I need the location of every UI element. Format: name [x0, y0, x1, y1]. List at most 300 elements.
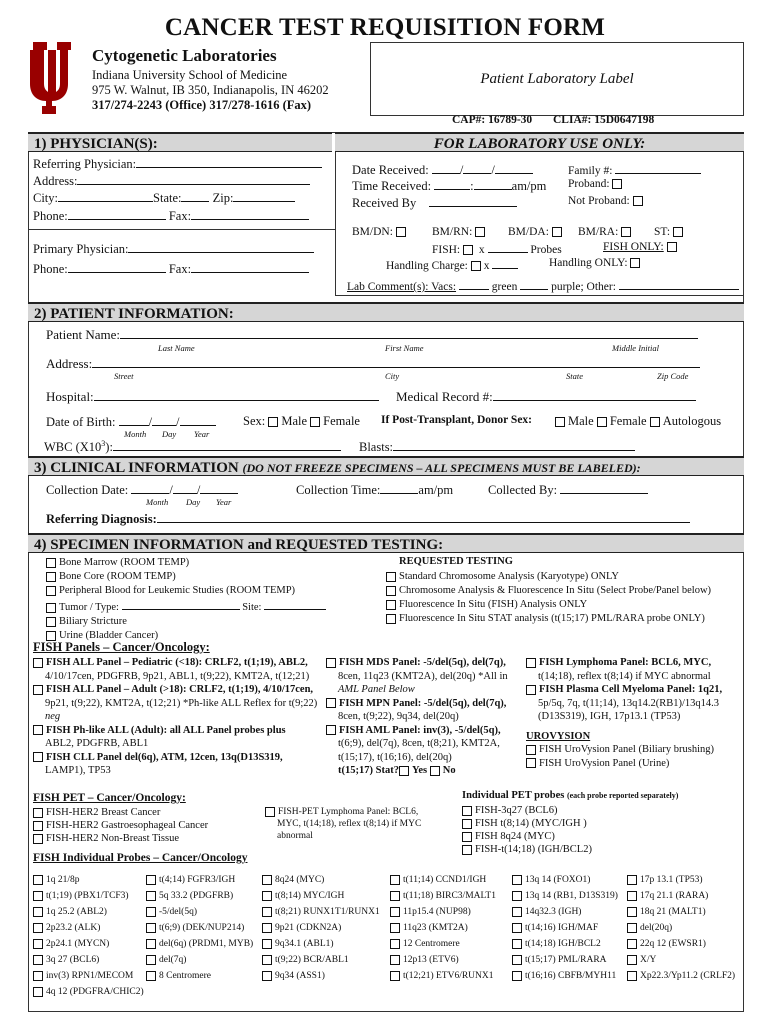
bmdn-checkbox[interactable]	[396, 227, 406, 237]
probes-col1	[33, 872, 144, 1000]
pet-item: FISH-t(14;18) (IGH/BCL2)	[475, 844, 592, 855]
panel-line: t(15;17), t(16;16), del(20q)	[338, 751, 452, 763]
probe-item: -5/del(5q)	[159, 907, 197, 917]
state-label: State:	[153, 191, 182, 205]
bmda-checkbox[interactable]	[552, 227, 562, 237]
hospital-label: Hospital:	[46, 389, 94, 404]
karyotype-checkbox[interactable]	[386, 572, 396, 582]
iu-trident-logo-icon	[29, 42, 75, 114]
probe-checkbox[interactable]	[390, 875, 400, 885]
time-hour-field[interactable]	[434, 178, 470, 190]
probe-checkbox[interactable]	[512, 907, 522, 917]
year-hint: Year	[194, 429, 210, 439]
pet-item: FISH-3q27 (BCL6)	[475, 805, 558, 816]
pet-ind	[462, 804, 592, 856]
lab-comment-label: Lab Comment(s): Vacs:	[347, 281, 457, 293]
st-checkbox[interactable]	[673, 227, 683, 237]
pet-item: FISH-HER2 Non-Breast Tissue	[46, 833, 180, 844]
probe-checkbox[interactable]	[146, 891, 156, 901]
probe-checkbox[interactable]	[627, 971, 637, 981]
probe-item: del(20q)	[640, 923, 673, 933]
site-label: Site:	[242, 602, 262, 613]
probe-item: 12p13 (ETV6)	[403, 955, 459, 965]
probe-checkbox[interactable]	[512, 939, 522, 949]
bmrn-checkbox[interactable]	[475, 227, 485, 237]
probe-item: 3q 27 (BCL6)	[46, 955, 100, 965]
zip-hint: Zip Code	[657, 371, 689, 381]
patient-address-label: Address:	[46, 356, 93, 371]
probe-item: 12 Centromere	[403, 939, 460, 949]
female-label: Female	[323, 414, 360, 428]
probe-checkbox[interactable]	[390, 923, 400, 933]
state-field[interactable]	[181, 190, 209, 202]
patient-address-field[interactable]	[92, 356, 700, 368]
wbc-label-end: ):	[105, 440, 113, 455]
probe-checkbox[interactable]	[262, 955, 272, 965]
pet-item: MYC, t(14;18), reflex t(8;14) if MYC	[277, 819, 422, 829]
medical-record-field[interactable]	[493, 389, 696, 401]
not-proband-label: Not Proband:	[568, 195, 630, 207]
st-label: ST:	[654, 226, 671, 238]
medical-record-label: Medical Record #:	[396, 389, 493, 404]
panel-line: t(6;9), del(7q), 8cen, t(8;21), KMT2A,	[338, 738, 500, 749]
month-hint: Month	[146, 497, 169, 507]
probe-item: t(14;18) IGH/BCL2	[525, 939, 601, 949]
primary-physician-field[interactable]	[128, 241, 314, 253]
probe-item: 11p15.4 (NUP98)	[403, 907, 471, 917]
requested-item: Fluorescence In Situ STAT analysis (t(15;17) PML/RARA probe ONLY)	[399, 613, 705, 624]
donor-male-label: Male	[568, 414, 594, 428]
all-adult-checkbox[interactable]	[33, 685, 43, 695]
tumor-checkbox[interactable]	[46, 603, 56, 613]
specimen-item: Bone Marrow (ROOM TEMP)	[59, 557, 190, 568]
phone-label: Phone:	[33, 262, 68, 276]
month-hint: Month	[124, 429, 147, 439]
clia-number: CLIA#: 15D0647198	[553, 114, 655, 126]
probes-col5	[512, 872, 618, 984]
street-hint: Street	[114, 371, 134, 381]
referring-physician-label: Referring Physician:	[33, 157, 137, 171]
collection-time-field[interactable]	[380, 482, 418, 494]
cap-number: CAP#: 16789-30	[452, 114, 533, 126]
patient-label-text: Patient Laboratory Label	[480, 71, 634, 87]
pet-mid	[265, 806, 421, 842]
probe-checkbox[interactable]	[512, 971, 522, 981]
igh-bcl2-checkbox[interactable]	[462, 845, 472, 855]
dob-year-field[interactable]	[180, 414, 216, 426]
probe-item: del(6q) (PRDM1, MYB)	[159, 939, 254, 949]
collected-by-field[interactable]	[560, 482, 648, 494]
urovysion-urine-checkbox[interactable]	[526, 758, 536, 768]
probe-checkbox[interactable]	[262, 907, 272, 917]
probe-item: t(9;22) BCR/ABL1	[275, 955, 349, 965]
probe-checkbox[interactable]	[33, 923, 43, 933]
probe-item: 18q 21 (MALT1)	[640, 907, 706, 917]
probe-checkbox[interactable]	[627, 955, 637, 965]
year-hint: Year	[216, 497, 232, 507]
bone-marrow-checkbox[interactable]	[46, 558, 56, 568]
clinical-header	[28, 456, 744, 476]
probe-checkbox[interactable]	[146, 971, 156, 981]
collection-month-field[interactable]	[131, 482, 169, 494]
panel-line: 4/10/17cen, PDGFRB, 9p21, ABL1, t(9;22), KMT2A, t(12;21)	[45, 670, 310, 682]
middle-initial-hint: Middle Initial	[612, 343, 659, 353]
panel-line: AML Panel Below	[338, 684, 415, 695]
probe-checkbox[interactable]	[390, 907, 400, 917]
zip-field[interactable]	[233, 190, 295, 202]
probe-checkbox[interactable]	[33, 955, 43, 965]
panel-line: FISH Lymphoma Panel: BCL6, MYC,	[539, 657, 712, 668]
probe-item: 11q23 (KMT2A)	[403, 923, 468, 933]
probe-item: 9q34.1 (ABL1)	[275, 939, 334, 949]
probe-item: t(4;14) FGFR3/IGH	[159, 875, 236, 885]
wbc-label: WBC (X10	[44, 440, 102, 455]
fish-only-checkbox[interactable]	[667, 242, 677, 252]
all-pediatric-checkbox[interactable]	[33, 658, 43, 668]
family-label: Family #:	[568, 165, 613, 177]
referring-physician-field[interactable]	[136, 156, 322, 168]
patient-name-field[interactable]	[120, 327, 698, 339]
panel-line: FISH MDS Panel: -5/del(5q), del(7q),	[339, 657, 506, 668]
probe-item: 1q 21/8p	[46, 875, 80, 885]
bmrn-label: BM/RN:	[432, 226, 473, 238]
fish-col1	[33, 656, 317, 778]
referring-diagnosis-field[interactable]	[157, 511, 690, 523]
probe-checkbox[interactable]	[390, 939, 400, 949]
probe-checkbox[interactable]	[627, 875, 637, 885]
city-label: City:	[33, 191, 59, 205]
lab-phone: 317/274-2243 (Office) 317/278-1616 (Fax)	[92, 98, 312, 112]
mpn-checkbox[interactable]	[326, 698, 336, 708]
probe-item: X/Y	[640, 955, 657, 965]
individual-pet-header: Individual PET probes	[462, 790, 565, 801]
probe-item: 9q34 (ASS1)	[275, 971, 325, 981]
panel-line: 8cen, t(9;22), 9q34, del(20q)	[338, 711, 459, 722]
probe-item: 14q32.3 (IGH)	[525, 907, 582, 917]
donor-female-checkbox[interactable]	[597, 417, 607, 427]
post-transplant-label: If Post-Transplant, Donor Sex:	[381, 414, 532, 426]
sex-label: Sex:	[243, 414, 266, 428]
probe-item: del(7q)	[159, 955, 187, 965]
her2-nonbreast-checkbox[interactable]	[33, 834, 43, 844]
probe-checkbox[interactable]	[262, 971, 272, 981]
address-field[interactable]	[77, 173, 310, 185]
panel-line: 5p/5q, 7q, t(11;14), 13q14.2(RB1)/13q14.3	[538, 697, 720, 709]
city-hint: City	[385, 371, 400, 381]
collection-year-field[interactable]	[200, 482, 238, 494]
probe-checkbox[interactable]	[262, 939, 272, 949]
yes-label: Yes	[411, 765, 428, 776]
site-field[interactable]	[264, 598, 326, 610]
referring-diagnosis-label: Referring Diagnosis:	[46, 512, 157, 526]
pet-lymphoma-checkbox[interactable]	[265, 807, 275, 817]
dob-label: Date of Birth:	[46, 415, 116, 429]
probe-checkbox[interactable]	[627, 923, 637, 933]
female-checkbox[interactable]	[310, 417, 320, 427]
specimen-item: Tumor / Type:	[59, 602, 119, 613]
male-label: Male	[281, 414, 308, 428]
probe-count-field[interactable]	[488, 241, 528, 253]
last-name-hint: Last Name	[158, 343, 195, 353]
probe-checkbox[interactable]	[33, 891, 43, 901]
received-by-label: Received By	[352, 196, 417, 210]
fish-only-checkbox[interactable]	[386, 600, 396, 610]
x-label: x	[483, 260, 490, 272]
time-minute-field[interactable]	[474, 178, 512, 190]
form-title: CANCER TEST REQUISITION FORM	[164, 14, 606, 41]
pet-item: FISH-HER2 Breast Cancer	[46, 807, 161, 818]
panel-line: FISH Plasma Cell Myeloma Panel: 1q21,	[539, 684, 723, 695]
probe-item: 2p24.1 (MYCN)	[46, 939, 110, 949]
probe-checkbox[interactable]	[33, 875, 43, 885]
specimen-item: Biliary Stricture	[59, 616, 127, 627]
probe-checkbox[interactable]	[262, 923, 272, 933]
collected-by-label: Collected By:	[488, 483, 558, 497]
probe-item: t(8;21) RUNX1T1/RUNX1	[275, 907, 380, 917]
probe-checkbox[interactable]	[512, 891, 522, 901]
green-field[interactable]	[520, 278, 548, 290]
panel-line: FISH ALL Panel – Pediatric (<18): CRLF2, t(1;19), ABL2,	[46, 657, 308, 668]
pet-item: FISH t(8;14) (MYC/IGH )	[475, 818, 587, 829]
fish-label: FISH:	[432, 244, 461, 256]
panel-line: FISH ALL Panel – Adult (>18): CRLF2, t(1;19), 4/10/17cen,	[46, 684, 314, 695]
specimen-item: Urine (Bladder Cancer)	[59, 630, 159, 641]
mds-checkbox[interactable]	[326, 658, 336, 668]
donor-male-checkbox[interactable]	[555, 417, 565, 427]
proband-label: Proband:	[568, 178, 610, 190]
day-hint: Day	[162, 429, 177, 439]
probe-checkbox[interactable]	[262, 875, 272, 885]
probe-checkbox[interactable]	[390, 955, 400, 965]
panel-line: 9p21, t(9;22), KMT2A, t(12;21) *Ph-like ALL Reflex for t(9;22)	[45, 697, 318, 709]
stat-label: t(15;17) Stat?	[338, 765, 399, 776]
fish-panels-header: FISH Panels – Cancer/Oncology:	[33, 640, 210, 654]
vacs-field[interactable]	[459, 278, 489, 290]
probes-col6	[627, 872, 735, 984]
probe-checkbox[interactable]	[512, 875, 522, 885]
fax-field[interactable]	[191, 261, 309, 273]
probe-checkbox[interactable]	[627, 907, 637, 917]
panel-line: LAMP1), TP53	[45, 765, 111, 776]
other-field[interactable]	[619, 278, 739, 290]
peripheral-blood-checkbox[interactable]	[46, 586, 56, 596]
clinical-header-note: (DO NOT FREEZE SPECIMENS – ALL SPECIMENS MUST BE LABELED):	[242, 461, 641, 475]
collection-date-label: Collection Date:	[46, 483, 129, 497]
collection-day-field[interactable]	[173, 482, 197, 494]
blasts-label: Blasts:	[359, 440, 394, 454]
pet-item: FISH-PET Lymphoma Panel: BCL6,	[278, 807, 419, 817]
probe-checkbox[interactable]	[33, 907, 43, 917]
chromosome-fish-checkbox[interactable]	[386, 586, 396, 596]
autologous-checkbox[interactable]	[650, 417, 660, 427]
stat-no-checkbox[interactable]	[430, 766, 440, 776]
patient-name-label: Patient Name:	[46, 327, 121, 342]
not-proband-checkbox[interactable]	[633, 196, 643, 206]
probes-col3	[262, 872, 380, 984]
biliary-checkbox[interactable]	[46, 617, 56, 627]
first-name-hint: First Name	[385, 343, 424, 353]
probe-item: t(16;16) CBFB/MYH11	[525, 971, 617, 981]
dob-day-field[interactable]	[152, 414, 176, 426]
probe-checkbox[interactable]	[146, 955, 156, 965]
donor-female-label: Female	[609, 414, 647, 428]
probe-checkbox[interactable]	[33, 939, 43, 949]
ampm-label: am/pm	[511, 179, 547, 193]
panel-line: FISH UroVysion Panel (Biliary brushing)	[539, 744, 714, 755]
requested-item: Standard Chromosome Analysis (Karyotype) ONLY	[399, 571, 619, 582]
probe-item: 5q 33.2 (PDGFRB)	[159, 891, 234, 901]
panel-line: FISH AML Panel: inv(3), -5/del(5q),	[339, 724, 501, 736]
myc-igh-checkbox[interactable]	[462, 819, 472, 829]
probe-item: Xp22.3/Yp11.2 (CRLF2)	[640, 971, 736, 981]
probe-item: t(1;19) (PBX1/TCF3)	[46, 891, 129, 901]
fax-field[interactable]	[191, 208, 309, 220]
probe-item: 8 Centromere	[159, 971, 211, 981]
handling-count-field[interactable]	[492, 257, 518, 269]
primary-physician-label: Primary Physician:	[33, 242, 129, 256]
fax-label: Fax:	[168, 209, 192, 223]
probe-item: t(11;14) CCND1/IGH	[403, 875, 487, 885]
probe-checkbox[interactable]	[512, 955, 522, 965]
state-hint: State	[566, 371, 583, 381]
male-checkbox[interactable]	[268, 417, 278, 427]
probes-label: Probes	[530, 244, 562, 256]
probes-col4	[390, 872, 496, 984]
blasts-field[interactable]	[393, 439, 635, 451]
panel-line: (D13S319), IGH, 17p13.1 (TP53)	[538, 711, 681, 722]
myeloma-checkbox[interactable]	[526, 685, 536, 695]
probe-checkbox[interactable]	[146, 923, 156, 933]
panel-line: t(14;18), reflex t(8;14) if MYC abnormal	[538, 670, 711, 682]
panel-line: FISH Ph-like ALL (Adult): all ALL Panel probes plus	[46, 724, 286, 736]
autologous-label: Autologous	[662, 414, 722, 428]
date-received-label: Date Received:	[352, 163, 429, 177]
probe-item: 22q 12 (EWSR1)	[640, 939, 706, 949]
requested-testing-list	[386, 570, 711, 626]
panel-line: FISH UroVysion Panel (Urine)	[539, 757, 670, 769]
specimen-item: Bone Core (ROOM TEMP)	[59, 571, 176, 582]
probe-checkbox[interactable]	[627, 891, 637, 901]
probes-header: FISH Individual Probes – Cancer/Oncology	[33, 852, 248, 864]
stat-yes-checkbox[interactable]	[399, 766, 409, 776]
probe-item: 1q 25.2 (ABL2)	[46, 907, 107, 917]
patient-header: 2) PATIENT INFORMATION:	[28, 302, 744, 322]
probe-checkbox[interactable]	[33, 971, 43, 981]
no-label: No	[442, 765, 456, 776]
probe-item: t(14;16) IGH/MAF	[525, 923, 599, 933]
fish-stat-checkbox[interactable]	[386, 614, 396, 624]
probe-checkbox[interactable]	[146, 875, 156, 885]
probe-item: t(6;9) (DEK/NUP214)	[159, 923, 245, 933]
received-by-field[interactable]	[429, 195, 517, 207]
probe-item: 2p23.2 (ALK)	[46, 923, 101, 933]
family-field[interactable]	[615, 162, 701, 174]
her2-breast-checkbox[interactable]	[33, 808, 43, 818]
lymphoma-checkbox[interactable]	[526, 658, 536, 668]
address-label: Address:	[33, 174, 78, 188]
myc-checkbox[interactable]	[462, 832, 472, 842]
fish-col2	[326, 656, 508, 778]
wbc-field[interactable]	[113, 439, 341, 451]
bcl6-checkbox[interactable]	[462, 806, 472, 816]
probe-item: inv(3) RPN1/MECOM	[46, 971, 134, 981]
requested-testing-title: REQUESTED TESTING	[399, 556, 513, 567]
city-field[interactable]	[58, 190, 153, 202]
hospital-field[interactable]	[94, 389, 379, 401]
urovysion-biliary-checkbox[interactable]	[526, 745, 536, 755]
probe-item: 13q 14 (FOXO1)	[525, 875, 591, 885]
probe-checkbox[interactable]	[146, 907, 156, 917]
probe-checkbox[interactable]	[627, 939, 637, 949]
her2-gastro-checkbox[interactable]	[33, 821, 43, 831]
ph-like-checkbox[interactable]	[33, 725, 43, 735]
clinical-header-title: 3) CLINICAL INFORMATION	[34, 460, 239, 476]
probe-checkbox[interactable]	[262, 891, 272, 901]
patient-label-box	[370, 42, 744, 116]
date-received-year-field[interactable]	[495, 162, 533, 174]
dob-month-field[interactable]	[119, 414, 149, 426]
lab-address: 975 W. Walnut, IB 350, Indianapolis, IN 46202	[92, 83, 329, 97]
requested-item: Chromosome Analysis & Fluorescence In Situ (Select Probe/Panel below)	[399, 585, 712, 596]
divider	[28, 229, 335, 230]
lab-name: Cytogenetic Laboratories	[92, 46, 277, 65]
cll-checkbox[interactable]	[33, 752, 43, 762]
panel-line: neg	[45, 711, 61, 722]
pet-header: FISH PET – Cancer/Oncology:	[33, 792, 186, 804]
phone-field[interactable]	[68, 208, 166, 220]
aml-checkbox[interactable]	[326, 725, 336, 735]
time-received-label: Time Received:	[352, 179, 432, 193]
individual-pet-note: (each probe reported separately)	[566, 791, 679, 800]
lab-use-header: FOR LABORATORY USE ONLY:	[335, 132, 744, 152]
panel-line: FISH MPN Panel: -5/del(5q), del(7q),	[339, 697, 507, 709]
bmda-label: BM/DA:	[508, 226, 549, 238]
probe-checkbox[interactable]	[512, 923, 522, 933]
probe-checkbox[interactable]	[33, 987, 43, 997]
probe-checkbox[interactable]	[146, 939, 156, 949]
day-hint: Day	[186, 497, 201, 507]
probe-checkbox[interactable]	[390, 891, 400, 901]
fish-checkbox[interactable]	[463, 245, 473, 255]
date-received-month-field[interactable]	[432, 162, 460, 174]
pet-item: FISH-HER2 Gastroesophageal Cancer	[46, 820, 209, 831]
probe-item: 13q 14 (RB1, D13S319)	[525, 891, 618, 901]
fax-label: Fax:	[168, 262, 192, 276]
pet-item: FISH 8q24 (MYC)	[475, 831, 555, 842]
bmra-checkbox[interactable]	[621, 227, 631, 237]
bone-core-checkbox[interactable]	[46, 572, 56, 582]
handling-only-checkbox[interactable]	[630, 258, 640, 268]
handling-checkbox[interactable]	[471, 261, 481, 271]
handling-charge-label: Handling Charge:	[386, 260, 468, 272]
collection-time-label: Collection Time:	[296, 483, 381, 497]
purple-other-label: purple; Other:	[551, 281, 616, 293]
fish-only-label: FISH ONLY:	[603, 241, 664, 253]
handling-only-label: Handling ONLY:	[549, 257, 628, 269]
panel-line: FISH CLL Panel del(6q), ATM, 12cen, 13q(D13S319,	[46, 751, 283, 763]
probe-item: t(11;18) BIRC3/MALT1	[403, 891, 496, 901]
probe-checkbox[interactable]	[390, 971, 400, 981]
fish-col3	[526, 656, 722, 770]
probes-col2	[146, 872, 253, 984]
date-received-day-field[interactable]	[463, 162, 491, 174]
physician-header: 1) PHYSICIAN(S):	[28, 132, 332, 152]
probe-item: 8q24 (MYC)	[275, 875, 325, 885]
panel-line: 8cen, 11q23 (KMT2A), del(20q) *All in	[338, 670, 508, 682]
tumor-type-field[interactable]	[122, 598, 240, 610]
phone-field[interactable]	[68, 261, 166, 273]
proband-checkbox[interactable]	[612, 179, 622, 189]
